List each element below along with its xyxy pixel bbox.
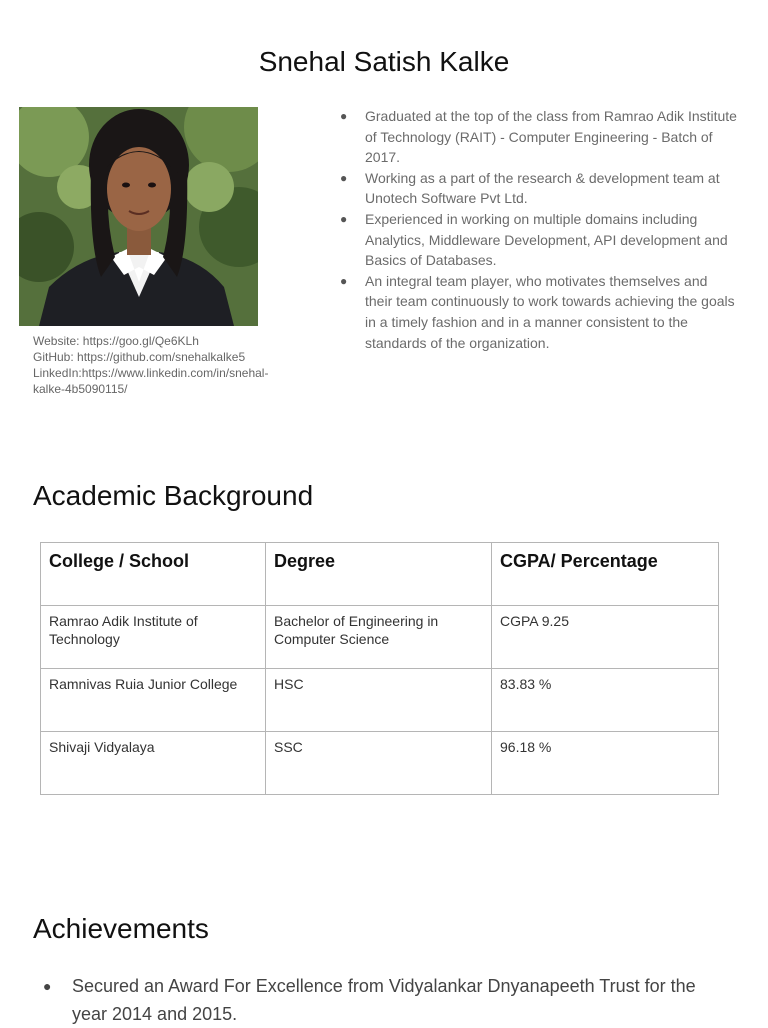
table-cell: HSC (266, 669, 492, 732)
table-row (41, 606, 719, 669)
website-link[interactable]: Website: https://goo.gl/Qe6KLh (33, 334, 199, 348)
column-header-degree: Degree (266, 543, 492, 606)
achievement-item: ● Secured an Award For Excellence from Vidyalankar Dnyanapeeth Trust for the year 2014 and 2015. (33, 972, 733, 1028)
github-link[interactable]: GitHub: https://github.com/snehalkalke5 (33, 350, 246, 364)
table-cell: Bachelor of Engineering in Computer Science (266, 606, 492, 669)
table-row (41, 732, 719, 795)
academic-table (40, 542, 719, 795)
bullet-icon: ● (340, 109, 348, 123)
table-cell: SSC (266, 732, 492, 795)
achievements-list (33, 972, 733, 1028)
summary-item: ● An integral team player, who motivates themselves and their team continuously to work towards achieving the goals in a timely fashion and in a manner consistent to the standards of the organization. (340, 272, 735, 351)
summary-item: ● Working as a part of the research & development team at Unotech Software Pvt Ltd. (340, 169, 720, 207)
table-cell: Shivaji Vidyalaya (41, 732, 266, 795)
achievements-heading: Achievements (33, 913, 209, 944)
page-title: Snehal Satish Kalke (258, 46, 510, 77)
table-header-row (41, 543, 719, 606)
column-header-score: CGPA/ Percentage (492, 543, 719, 606)
table-cell: 96.18 % (492, 732, 719, 795)
bullet-icon: ● (43, 978, 52, 994)
profile-photo (19, 107, 258, 326)
table-cell: Ramrao Adik Institute of Technology (41, 606, 266, 669)
summary-item: ● Graduated at the top of the class from Ramrao Adik Institute of Technology (RAIT) - Computer Engineering - Batch of 2017. (340, 108, 737, 166)
column-header-college: College / School (41, 543, 266, 606)
summary-list (337, 106, 737, 353)
profile-links (33, 333, 273, 397)
bullet-icon: ● (340, 170, 348, 185)
linkedin-link[interactable]: LinkedIn:https://www.linkedin.com/in/snehal-kalke-4b5090115/ (33, 366, 269, 396)
academic-heading: Academic Background (33, 480, 314, 511)
bullet-icon: ● (340, 211, 348, 226)
table-cell: Ramnivas Ruia Junior College (41, 669, 266, 732)
table-cell: CGPA 9.25 (492, 606, 719, 669)
table-row (41, 669, 719, 732)
bullet-icon: ● (340, 273, 348, 288)
table-cell: 83.83 % (492, 669, 719, 732)
summary-item: ● Experienced in working on multiple domains including Analytics, Middleware Development, API development and Basics of Databases. (340, 210, 728, 269)
